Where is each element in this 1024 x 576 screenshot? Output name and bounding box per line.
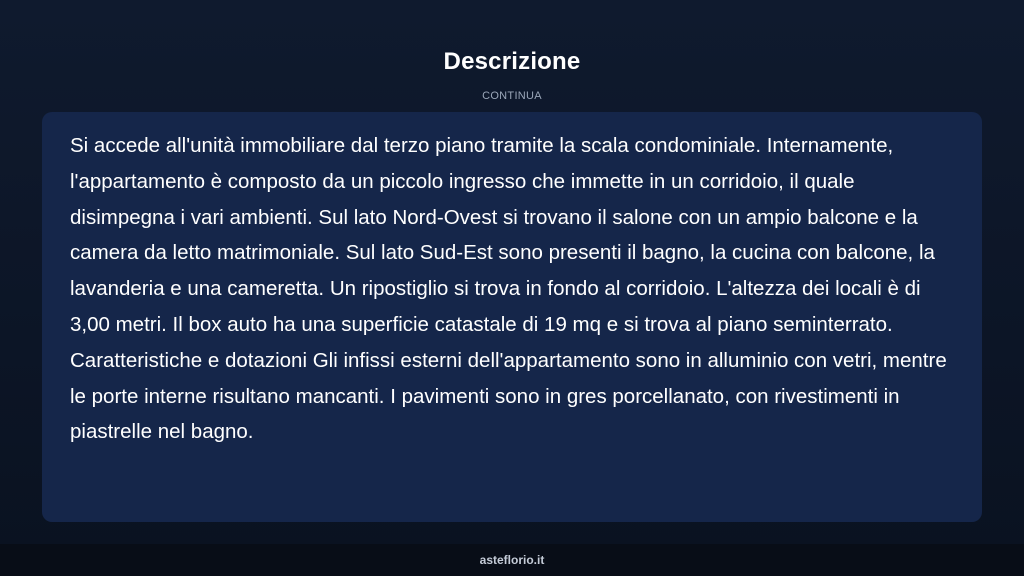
site-name: asteflorio.it bbox=[479, 553, 545, 567]
footer-bar bbox=[0, 544, 1024, 576]
description-text: Si accede all'unità immobiliare dal terzo piano tramite la scala condominiale. Internamente, l'appartamento è composto da un piccolo ingresso che immette in un corridoio, il quale disimpegna i vari ambienti. Sul lato Nord-Ovest si trovano il salone con un ampio balcone e la camera da letto matrimoniale. Sul lato Sud-Est sono presenti il bagno, la cucina con balcone, la lavanderia e una cameretta. Un ripostiglio si trova in fondo al corridoio. L'altezza dei locali è di 3,00 metri. Il box auto ha una superficie catastale di 19 mq e si trova al piano seminterrato. Caratteristiche e dotazioni Gli infissi esterni dell'appartamento sono in alluminio con vetri, mentre le porte interne risultano mancanti. I pavimenti sono in gres porcellanato, con rivestimenti in piastrelle nel bagno. bbox=[70, 134, 947, 444]
continue-label: CONTINUA bbox=[482, 90, 542, 102]
description-card bbox=[42, 112, 982, 522]
page-title: Descrizione bbox=[443, 48, 581, 75]
